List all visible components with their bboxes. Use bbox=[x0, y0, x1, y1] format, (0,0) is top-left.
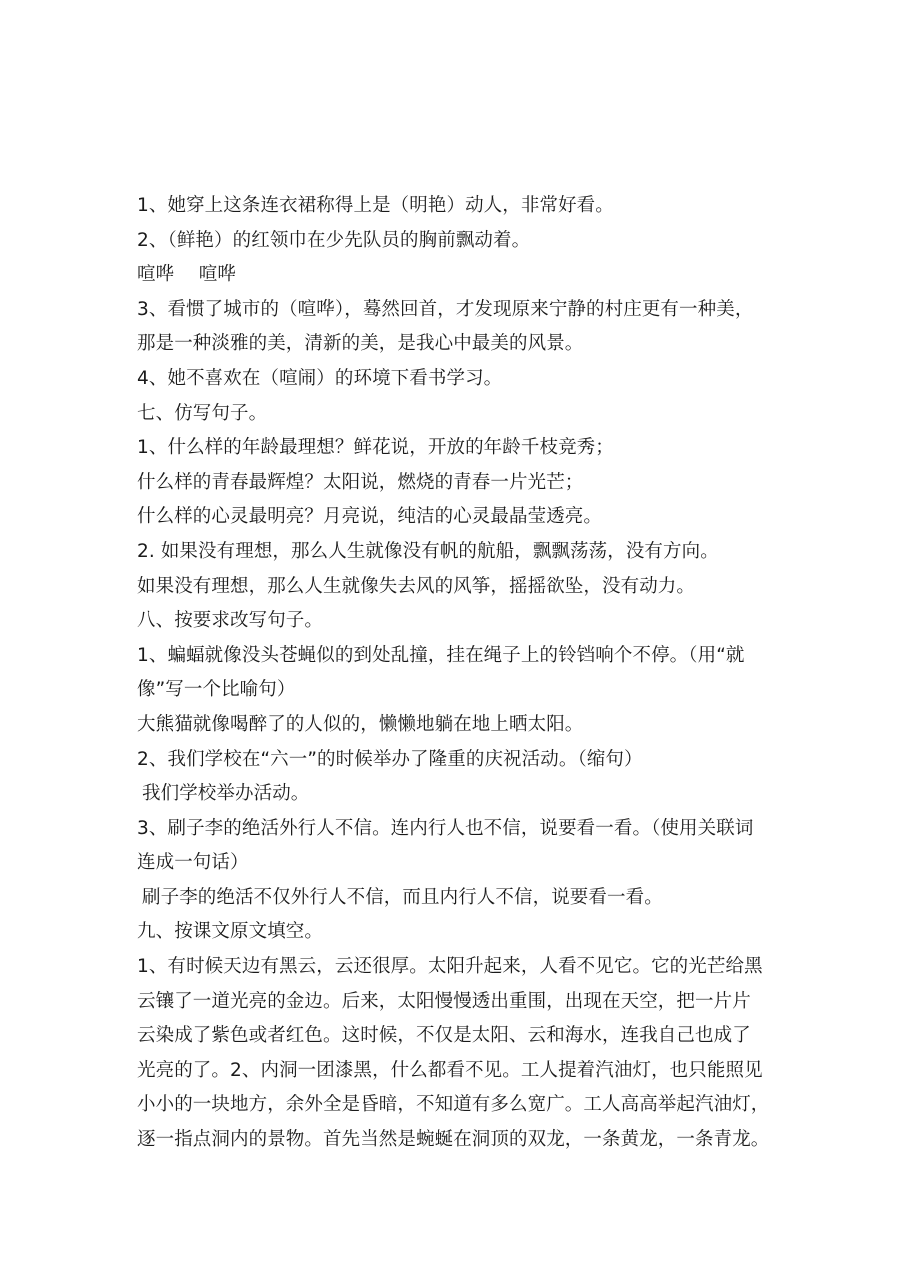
text-line: 刷子李的绝活不仅外行人不信，而且内行人不信，说要看一看。 bbox=[142, 886, 663, 908]
text-line: 小小的一块地方，余外全是昏暗，不知道有多么宽广。工人高高举起汽油灯， bbox=[137, 1094, 770, 1116]
text-line: 我们学校举办活动。 bbox=[142, 783, 310, 805]
text-line: 3、看惯了城市的（喧哗），蓦然回首，才发现原来宁静的村庄更有一种美， bbox=[137, 298, 754, 320]
text-line: 连成一句话） bbox=[137, 852, 249, 874]
text-line: 什么样的心灵最明亮？月亮说，纯洁的心灵最晶莹透亮。 bbox=[137, 506, 603, 528]
document-body bbox=[137, 189, 777, 1158]
text-line: 2、我们学校在“六一”的时候举办了隆重的庆祝活动。（缩句） bbox=[137, 748, 643, 770]
text-line: 2. 如果没有理想，那么人生就像没有帆的航船，飘飘荡荡，没有方向。 bbox=[137, 540, 719, 562]
text-line: 逐一指点洞内的景物。首先当然是蜿蜒在洞顶的双龙，一条黄龙，一条青龙。 bbox=[137, 1129, 770, 1151]
section-heading: 九、按课文原文填空。 bbox=[137, 921, 324, 943]
text-line: 喧哗 喧哗 bbox=[137, 264, 236, 286]
section-heading: 八、按要求改写句子。 bbox=[137, 610, 324, 632]
text-line: 2、（鲜艳）的红领巾在少先队员的胸前飘动着。 bbox=[137, 229, 531, 251]
text-line: 云染成了紫色或者红色。这时候，不仅是太阳、云和海水，连我自己也成了 bbox=[137, 1025, 751, 1047]
text-line: 1、蝙蝠就像没头苍蝇似的到处乱撞，挂在绳子上的铃铛响个不停。（用“就 bbox=[137, 644, 745, 666]
text-line: 1、什么样的年龄最理想？鲜花说，开放的年龄千枝竞秀； bbox=[137, 437, 614, 459]
text-line: 云镶了一道光亮的金边。后来，太阳慢慢透出重围，出现在天空，把一片片 bbox=[137, 990, 751, 1012]
text-line: 4、她不喜欢在（喧闹）的环境下看书学习。 bbox=[137, 367, 503, 389]
text-line: 光亮的了。2、内洞一团漆黑，什么都看不见。工人提着汽油灯，也只能照见 bbox=[137, 1059, 763, 1081]
text-line: 那是一种淡雅的美，清新的美，是我心中最美的风景。 bbox=[137, 333, 584, 355]
text-line: 1、她穿上这条连衣裙称得上是（明艳）动人，非常好看。 bbox=[137, 195, 614, 216]
text-line: 3、刷子李的绝活外行人不信。连内行人也不信，说要看一看。（使用关联词 bbox=[137, 817, 754, 839]
text-line: 如果没有理想，那么人生就像失去风的风筝，摇摇欲坠，没有动力。 bbox=[137, 575, 696, 597]
text-line: 1、有时候天边有黑云，云还很厚。太阳升起来，人看不见它。它的光芒给黑 bbox=[137, 956, 763, 978]
text-line: 什么样的青春最辉煌？太阳说，燃烧的青春一片光芒； bbox=[137, 471, 584, 493]
section-heading: 七、仿写句子。 bbox=[137, 402, 268, 424]
text-line: 大熊猫就像喝醉了的人似的，懒懒地躺在地上晒太阳。 bbox=[137, 713, 584, 735]
text-line: 像”写一个比喻句） bbox=[137, 679, 296, 701]
